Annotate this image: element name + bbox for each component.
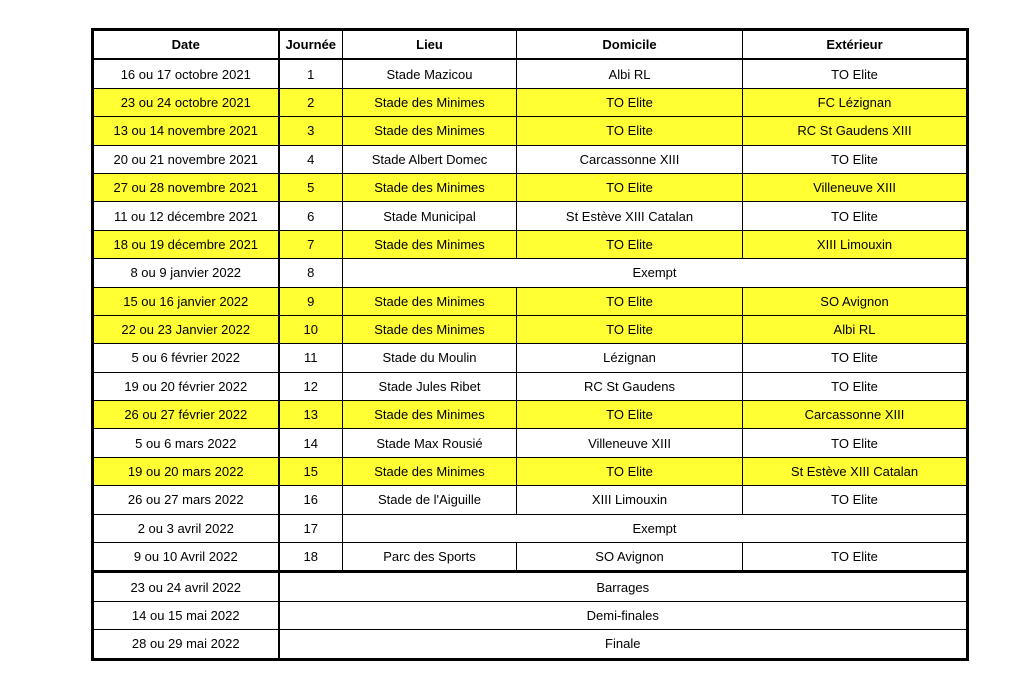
table-row bbox=[93, 173, 968, 201]
date-cell: 18 ou 19 décembre 2021 bbox=[93, 230, 279, 258]
date-cell: 8 ou 9 janvier 2022 bbox=[93, 259, 279, 287]
phase-label-cell: Demi-finales bbox=[279, 601, 968, 629]
date-cell: 16 ou 17 octobre 2021 bbox=[93, 59, 279, 88]
date-cell: 20 ou 21 novembre 2021 bbox=[93, 145, 279, 173]
table-row bbox=[93, 457, 968, 485]
exterieur-cell: TO Elite bbox=[743, 145, 968, 173]
lieu-cell: Stade des Minimes bbox=[343, 287, 517, 315]
lieu-cell: Stade des Minimes bbox=[343, 401, 517, 429]
domicile-cell: RC St Gaudens bbox=[517, 372, 743, 400]
exterieur-cell: Villeneuve XIII bbox=[743, 173, 968, 201]
phase-date-cell: 23 ou 24 avril 2022 bbox=[93, 572, 279, 601]
exempt-cell: Exempt bbox=[343, 514, 968, 542]
exterieur-cell: TO Elite bbox=[743, 202, 968, 230]
header-exterieur: Extérieur bbox=[743, 30, 968, 60]
match-rows bbox=[93, 59, 968, 659]
lieu-cell: Stade de l'Aiguille bbox=[343, 486, 517, 514]
domicile-cell: Albi RL bbox=[517, 59, 743, 88]
header-date: Date bbox=[93, 30, 279, 60]
domicile-cell: SO Avignon bbox=[517, 543, 743, 572]
phase-row bbox=[93, 630, 968, 659]
exterieur-cell: XIII Limouxin bbox=[743, 230, 968, 258]
date-cell: 11 ou 12 décembre 2021 bbox=[93, 202, 279, 230]
exterieur-cell: Carcassonne XIII bbox=[743, 401, 968, 429]
date-cell: 15 ou 16 janvier 2022 bbox=[93, 287, 279, 315]
table-row bbox=[93, 344, 968, 372]
exterieur-cell: Albi RL bbox=[743, 315, 968, 343]
lieu-cell: Stade du Moulin bbox=[343, 344, 517, 372]
lieu-cell: Parc des Sports bbox=[343, 543, 517, 572]
domicile-cell: TO Elite bbox=[517, 117, 743, 145]
table-row bbox=[93, 401, 968, 429]
date-cell: 23 ou 24 octobre 2021 bbox=[93, 88, 279, 116]
phase-row bbox=[93, 572, 968, 601]
lieu-cell: Stade des Minimes bbox=[343, 457, 517, 485]
domicile-cell: TO Elite bbox=[517, 457, 743, 485]
exterieur-cell: St Estève XIII Catalan bbox=[743, 457, 968, 485]
journee-cell: 18 bbox=[279, 543, 343, 572]
journee-cell: 1 bbox=[279, 59, 343, 88]
domicile-cell: TO Elite bbox=[517, 401, 743, 429]
exempt-cell: Exempt bbox=[343, 259, 968, 287]
domicile-cell: TO Elite bbox=[517, 173, 743, 201]
header-row bbox=[93, 30, 968, 60]
date-cell: 5 ou 6 février 2022 bbox=[93, 344, 279, 372]
exterieur-cell: TO Elite bbox=[743, 486, 968, 514]
phase-label-cell: Barrages bbox=[279, 572, 968, 601]
header-journee: Journée bbox=[279, 30, 343, 60]
table-row bbox=[93, 429, 968, 457]
lieu-cell: Stade des Minimes bbox=[343, 88, 517, 116]
phase-date-cell: 28 ou 29 mai 2022 bbox=[93, 630, 279, 659]
date-cell: 19 ou 20 mars 2022 bbox=[93, 457, 279, 485]
domicile-cell: TO Elite bbox=[517, 315, 743, 343]
journee-cell: 6 bbox=[279, 202, 343, 230]
phase-row bbox=[93, 601, 968, 629]
journee-cell: 5 bbox=[279, 173, 343, 201]
table-row bbox=[93, 486, 968, 514]
exterieur-cell: TO Elite bbox=[743, 344, 968, 372]
table-row bbox=[93, 202, 968, 230]
table-row bbox=[93, 145, 968, 173]
date-cell: 2 ou 3 avril 2022 bbox=[93, 514, 279, 542]
domicile-cell: Lézignan bbox=[517, 344, 743, 372]
table-row bbox=[93, 543, 968, 572]
lieu-cell: Stade des Minimes bbox=[343, 117, 517, 145]
domicile-cell: XIII Limouxin bbox=[517, 486, 743, 514]
exterieur-cell: TO Elite bbox=[743, 429, 968, 457]
date-cell: 26 ou 27 février 2022 bbox=[93, 401, 279, 429]
lieu-cell: Stade Albert Domec bbox=[343, 145, 517, 173]
domicile-cell: TO Elite bbox=[517, 287, 743, 315]
domicile-cell: TO Elite bbox=[517, 88, 743, 116]
phase-date-cell: 14 ou 15 mai 2022 bbox=[93, 601, 279, 629]
domicile-cell: TO Elite bbox=[517, 230, 743, 258]
journee-cell: 3 bbox=[279, 117, 343, 145]
journee-cell: 14 bbox=[279, 429, 343, 457]
table-row bbox=[93, 287, 968, 315]
table-row bbox=[93, 59, 968, 88]
table-row bbox=[93, 230, 968, 258]
journee-cell: 16 bbox=[279, 486, 343, 514]
exterieur-cell: TO Elite bbox=[743, 59, 968, 88]
journee-cell: 13 bbox=[279, 401, 343, 429]
lieu-cell: Stade Mazicou bbox=[343, 59, 517, 88]
exterieur-cell: SO Avignon bbox=[743, 287, 968, 315]
journee-cell: 15 bbox=[279, 457, 343, 485]
date-cell: 26 ou 27 mars 2022 bbox=[93, 486, 279, 514]
journee-cell: 12 bbox=[279, 372, 343, 400]
domicile-cell: Villeneuve XIII bbox=[517, 429, 743, 457]
lieu-cell: Stade des Minimes bbox=[343, 315, 517, 343]
domicile-cell: Carcassonne XIII bbox=[517, 145, 743, 173]
exterieur-cell: FC Lézignan bbox=[743, 88, 968, 116]
domicile-cell: St Estève XIII Catalan bbox=[517, 202, 743, 230]
exterieur-cell: RC St Gaudens XIII bbox=[743, 117, 968, 145]
journee-cell: 4 bbox=[279, 145, 343, 173]
journee-cell: 11 bbox=[279, 344, 343, 372]
lieu-cell: Stade Max Rousié bbox=[343, 429, 517, 457]
date-cell: 13 ou 14 novembre 2021 bbox=[93, 117, 279, 145]
exterieur-cell: TO Elite bbox=[743, 543, 968, 572]
journee-cell: 9 bbox=[279, 287, 343, 315]
phase-label-cell: Finale bbox=[279, 630, 968, 659]
lieu-cell: Stade Jules Ribet bbox=[343, 372, 517, 400]
journee-cell: 8 bbox=[279, 259, 343, 287]
journee-cell: 2 bbox=[279, 88, 343, 116]
table-row bbox=[93, 315, 968, 343]
table-row bbox=[93, 372, 968, 400]
exterieur-cell: TO Elite bbox=[743, 372, 968, 400]
lieu-cell: Stade des Minimes bbox=[343, 230, 517, 258]
header-lieu: Lieu bbox=[343, 30, 517, 60]
date-cell: 27 ou 28 novembre 2021 bbox=[93, 173, 279, 201]
journee-cell: 10 bbox=[279, 315, 343, 343]
lieu-cell: Stade des Minimes bbox=[343, 173, 517, 201]
date-cell: 22 ou 23 Janvier 2022 bbox=[93, 315, 279, 343]
table-row bbox=[93, 117, 968, 145]
date-cell: 5 ou 6 mars 2022 bbox=[93, 429, 279, 457]
table-row bbox=[93, 514, 968, 542]
table-row bbox=[93, 259, 968, 287]
date-cell: 19 ou 20 février 2022 bbox=[93, 372, 279, 400]
date-cell: 9 ou 10 Avril 2022 bbox=[93, 543, 279, 572]
table-row bbox=[93, 88, 968, 116]
lieu-cell: Stade Municipal bbox=[343, 202, 517, 230]
header-domicile: Domicile bbox=[517, 30, 743, 60]
journee-cell: 17 bbox=[279, 514, 343, 542]
journee-cell: 7 bbox=[279, 230, 343, 258]
calendar-table bbox=[91, 28, 969, 661]
